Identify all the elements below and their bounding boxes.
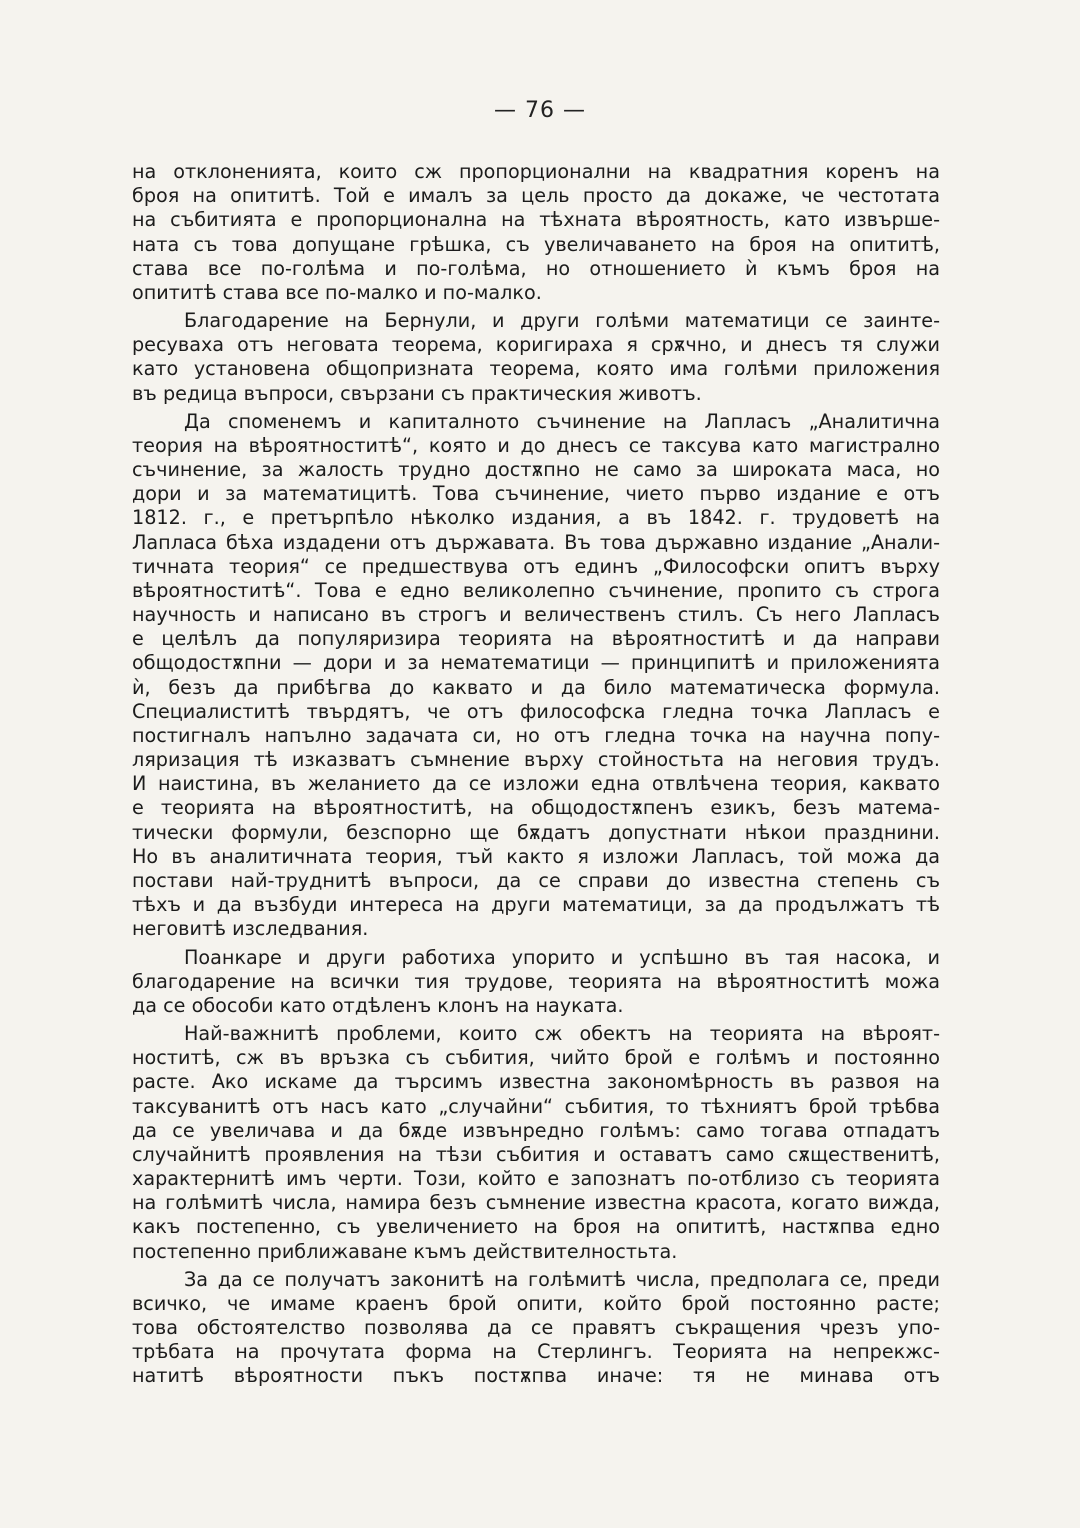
text-line: постави най-труднитѣ въпроси, да се справи до известна степень съ <box>132 868 940 892</box>
text-line: общодостѫпни — дори и за нематематици — принципитѣ и приложенията <box>132 651 940 675</box>
text-line: За да се получатъ законитѣ на голѣмитѣ числа, предполага се, преди <box>184 1267 940 1291</box>
text-line: Да споменемъ и капиталното съчинение на Лапласъ „Аналитична <box>184 409 940 433</box>
text-line: е теорията на вѣроятноститѣ, на общодостѫпенъ езикъ, безъ матема- <box>132 796 940 820</box>
text-line: Благодарение на Бернули, и други голѣми математици се заинте- <box>184 309 940 333</box>
text-line: ляризация тѣ изказватъ съмнение върху стойностьта на неговия трудъ. <box>132 748 940 772</box>
text-line: на голѣмитѣ числа, намира безъ съмнение известна красота, когато вижда, <box>132 1191 940 1215</box>
paragraph <box>132 160 940 305</box>
text-line: опититѣ става все по-малко и по-малко. <box>132 280 542 304</box>
text-line: постепенно приближаване къмъ действителностьта. <box>132 1239 678 1263</box>
text-line: е целѣлъ да популяризира теорията на вѣроятноститѣ и да направи <box>132 627 940 651</box>
text-line: на събитията е пропорционална на тѣхната вѣроятность, като извърше- <box>132 208 940 232</box>
text-line: на отклоненията, които сж пропорционални на квадратния коренъ на <box>132 160 940 183</box>
text-line: характернитѣ имъ черти. Този, който е запознатъ по-отблизо съ теорията <box>132 1167 940 1191</box>
text-line: това обстоятелство позволява да се правятъ съкращения чрезъ упо- <box>132 1316 940 1340</box>
text-line: въ редица въпроси, свързани съ практическия животъ. <box>132 381 702 405</box>
text-line: натитѣ вѣроятности пъкъ постѫпва иначе: тя не минава отъ <box>132 1364 940 1388</box>
text-line: ѝ, безъ да прибѣгва до каквато и да било математическа формула. <box>132 675 940 699</box>
text-line: Но въ аналитичната теория, тъй както я изложи Лапласъ, той можа да <box>132 844 940 868</box>
text-line: дори и за математицитѣ. Това съчинение, чието първо издание е отъ <box>132 482 940 506</box>
text-line: Поанкаре и други работиха упорито и успѣшно въ тая насока, и <box>184 945 940 969</box>
text-line: да се обособи като отдѣленъ клонъ на науката. <box>132 993 624 1017</box>
text-line: постигналъ напълно задачата си, но отъ гледна точка на научна попу- <box>132 723 940 747</box>
text-line: таксуванитѣ отъ насъ като „случайни“ събития, то тѣхниятъ брой трѣбва <box>132 1094 940 1118</box>
text-line: благодарение на всички тия трудове, теорията на вѣроятноститѣ можа <box>132 969 940 993</box>
text-line: И наистина, въ желанието да се изложи една отвлѣчена теория, каквато <box>132 772 940 796</box>
text-line: става все по-голѣма и по-голѣма, но отношението ѝ къмъ броя на <box>132 256 940 280</box>
text-line: съчинение, за жалость трудно достѫпно не само за широката маса, но <box>132 458 940 482</box>
text-line: трѣбата на прочутата форма на Стерлингъ. Теорията на непрекжс- <box>132 1340 940 1364</box>
text-line: Специалиститѣ твърдятъ, че отъ философска гледна точка Лапласъ е <box>132 699 940 723</box>
text-line: като установена общопризната теорема, която има голѣми приложения <box>132 357 940 381</box>
text-line: всичко, че имаме краенъ брой опити, който брой постоянно расте; <box>132 1291 940 1315</box>
paragraph <box>132 946 940 1019</box>
text-line: вѣроятноститѣ“. Това е едно великолепно съчинение, пропито съ строга <box>132 578 940 602</box>
text-line: случайнитѣ проявления на тѣзи събития и оставатъ само сѫщественитѣ, <box>132 1142 940 1166</box>
paragraph <box>132 309 940 406</box>
paragraph <box>132 1268 940 1389</box>
text-line: да се увеличава и да бѫде извънредно голѣмъ: само тогава отпадатъ <box>132 1118 940 1142</box>
text-line: научность и написано въ строгъ и величественъ стилъ. Съ него Лапласъ <box>132 603 940 627</box>
text-line: теория на вѣроятноститѣ“, която и до днесъ се таксува като магистрално <box>132 433 940 457</box>
text-line: Най-важнитѣ проблеми, които сж обектъ на теорията на вѣроят- <box>184 1022 940 1046</box>
body-text <box>132 160 940 1393</box>
text-line: броя на опититѣ. Той е ималъ за цель просто да докаже, че честотата <box>132 184 940 208</box>
page-number: — 76 — <box>494 98 586 123</box>
text-line: ната съ това допущане грѣшка, съ увеличаването на броя на опититѣ, <box>132 232 940 256</box>
text-line: ресуваха отъ неговата теорема, коригираха я срѫчно, и днесъ тя служи <box>132 333 940 357</box>
text-line: Лапласа бѣха издадени отъ държавата. Въ това държавно издание „Анали- <box>132 530 940 554</box>
text-line: тически формули, безспорно ще бѫдатъ допустнати нѣкои празднини. <box>132 820 940 844</box>
text-line: расте. Ако искаме да търсимъ известна закономѣрность въ развоя на <box>132 1070 940 1094</box>
text-line: тѣхъ и да възбуди интереса на други математици, за да продължатъ тѣ <box>132 893 940 917</box>
text-line: 1812. г., е претърпѣло нѣколко издания, а въ 1842. г. трудоветѣ на <box>132 506 940 530</box>
text-line: неговитѣ изследвания. <box>132 917 369 941</box>
text-line: ноститѣ, сж въ връзка съ събития, чийто брой е голѣмъ и постоянно <box>132 1046 940 1070</box>
paragraph <box>132 410 940 942</box>
text-line: какъ постепенно, съ увеличението на броя на опититѣ, настѫпва едно <box>132 1215 940 1239</box>
text-line: тичната теория“ се предшествува отъ единъ „Философски опитъ върху <box>132 554 940 578</box>
paragraph <box>132 1022 940 1264</box>
